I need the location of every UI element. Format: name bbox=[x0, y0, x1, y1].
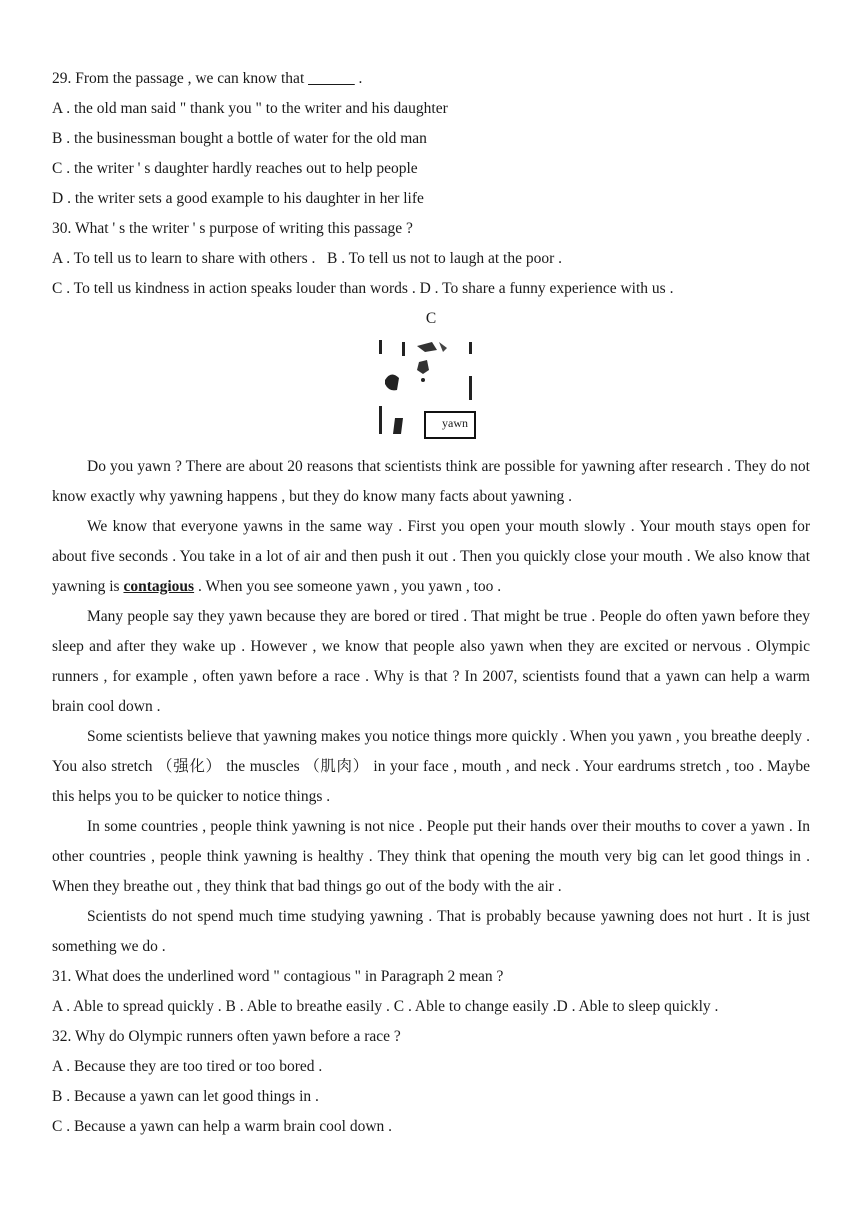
q29-option-b: B . the businessman bought a bottle of water for the old man bbox=[52, 130, 427, 147]
q31-options-row: A . Able to spread quickly . B . Able to breathe easily . C . Able to change easily .D . Able to sleep quickly . bbox=[52, 998, 719, 1015]
q29-option-a: A . the old man said " thank you " to the writer and his daughter bbox=[52, 100, 448, 117]
passage-paragraph-4: Some scientists believe that yawning makes you notice things more quickly . When you yawn , you breathe deeply . You also stretch （强化） the muscles （肌肉） in your face , mouth , and neck . Your eardrums stretch , too . Maybe this helps you to be quicker to notice things . bbox=[52, 728, 810, 805]
passage-paragraph-1: Do you yawn ? There are about 20 reasons that scientists think are possible for yawning after research . They do not know exactly why yawning happens , but they do know many facts about yawning . bbox=[52, 458, 810, 505]
yawn-label: yawn bbox=[442, 416, 468, 430]
image-area bbox=[52, 334, 810, 452]
passage-paragraph-5: In some countries , people think yawning is not nice . People put their hands over their mouths to cover a yawn . In other countries , people think yawning is healthy . They think that opening the mouth very big can let good things in . When they breathe out , they think that bad things go out of the body with the air . bbox=[52, 818, 810, 895]
q30-options-row-1: A . To tell us to learn to share with others . B . To tell us not to laugh at the poor . bbox=[52, 250, 562, 267]
q32-option-a: A . Because they are too tired or too bored . bbox=[52, 1058, 323, 1075]
q32-option-b: B . Because a yawn can let good things in . bbox=[52, 1088, 319, 1105]
q29-option-d: D . the writer sets a good example to his daughter in her life bbox=[52, 190, 424, 207]
q29-option-c: C . the writer ' s daughter hardly reaches out to help people bbox=[52, 160, 418, 177]
section-letter: C bbox=[425, 310, 437, 327]
q29-stem: 29. From the passage , we can know that ______ . bbox=[52, 70, 363, 87]
exam-page bbox=[52, 64, 810, 1142]
passage-paragraph-3: Many people say they yawn because they are bored or tired . That might be true . People do often yawn before they sleep and after they wake up . However , we know that people also yawn when they are excited or nervous . Olympic runners , for example , often yawn before a race . Why is that ? In 2007, scientists found that a yawn can help a warm brain cool down . bbox=[52, 608, 810, 715]
q30-stem: 30. What ' s the writer ' s purpose of writing this passage ? bbox=[52, 220, 413, 237]
underlined-word-contagious: contagious bbox=[123, 578, 195, 595]
q30-options-row-2: C . To tell us kindness in action speaks louder than words . D . To share a funny experience with us . bbox=[52, 280, 674, 297]
q29-blank: ______ bbox=[308, 70, 355, 87]
passage-paragraph-2: We know that everyone yawns in the same way . First you open your mouth slowly . Your mouth stays open for about five seconds . You take in a lot of air and then push it out . Then you quickly close your mouth . We also know that yawning is contagious . When you see someone yawn , you yawn , too . bbox=[52, 518, 810, 595]
passage-paragraph-6: Scientists do not spend much time studying yawning . That is probably because yawning does not hurt . It is just something we do . bbox=[52, 908, 810, 955]
q32-option-c: C . Because a yawn can help a warm brain cool down . bbox=[52, 1118, 393, 1135]
q32-stem: 32. Why do Olympic runners often yawn before a race ? bbox=[52, 1028, 401, 1045]
q31-stem: 31. What does the underlined word " contagious " in Paragraph 2 mean ? bbox=[52, 968, 504, 985]
